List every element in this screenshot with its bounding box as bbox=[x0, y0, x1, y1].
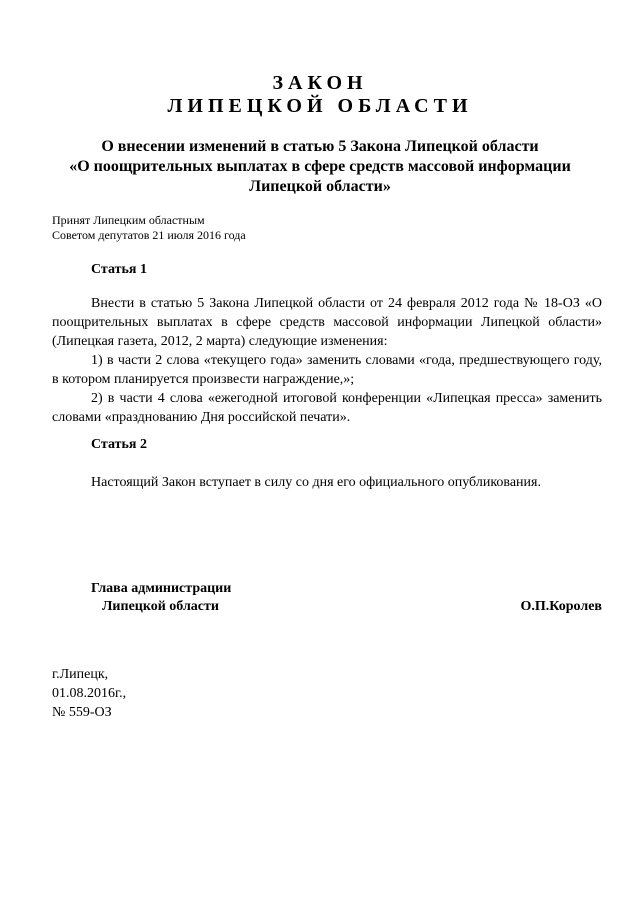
footer-date: 01.08.2016г., bbox=[52, 686, 127, 701]
article-2-text: Настоящий Закон вступает в силу со дня его официального опубликования. bbox=[91, 475, 541, 490]
article-1-intro: Внести в статью 5 Закона Липецкой области от 24 февраля 2012 года № 18-ОЗ «О поощрительных выплатах в сфере средств массовой информации Липецкой области» (Липецкая газета, 2012, 2 марта) следующие изменения: bbox=[52, 296, 602, 349]
subtitle-line: О внесении изменений в статью 5 Закона Липецкой области bbox=[101, 138, 539, 155]
adoption-note bbox=[52, 213, 246, 243]
footer-number: № 559-ОЗ bbox=[52, 705, 112, 720]
signatory-position: Глава администрации bbox=[91, 581, 232, 596]
footer-city: г.Липецк, bbox=[52, 667, 109, 682]
article-1-body bbox=[52, 294, 602, 427]
article-1-heading: Статья 1 bbox=[91, 262, 147, 277]
law-region-title: ЛИПЕЦКОЙ ОБЛАСТИ bbox=[167, 95, 473, 117]
signatory-name: О.П.Королев bbox=[520, 599, 602, 614]
law-title: ЗАКОН bbox=[272, 72, 368, 94]
document-footer bbox=[52, 665, 126, 722]
adoption-note-line: Принят Липецким областным bbox=[52, 213, 205, 227]
subtitle-line: «О поощрительных выплатах в сфере средств массовой информации bbox=[69, 158, 571, 175]
article-2-body bbox=[52, 473, 602, 492]
signatory-region: Липецкой области bbox=[102, 599, 219, 614]
law-subtitle bbox=[40, 137, 600, 197]
subtitle-line: Липецкой области» bbox=[249, 178, 391, 195]
adoption-note-line: Советом депутатов 21 июля 2016 года bbox=[52, 228, 246, 242]
article-1-item-1: 1) в части 2 слова «текущего года» заменить словами «года, предшествующего году, в котором планируется произвести награждение,»; bbox=[52, 353, 602, 387]
article-1-item-2: 2) в части 4 слова «ежегодной итоговой конференции «Липецкая пресса» заменить словами «празднованию Дня российской печати». bbox=[52, 391, 602, 425]
article-2-heading: Статья 2 bbox=[91, 437, 147, 452]
